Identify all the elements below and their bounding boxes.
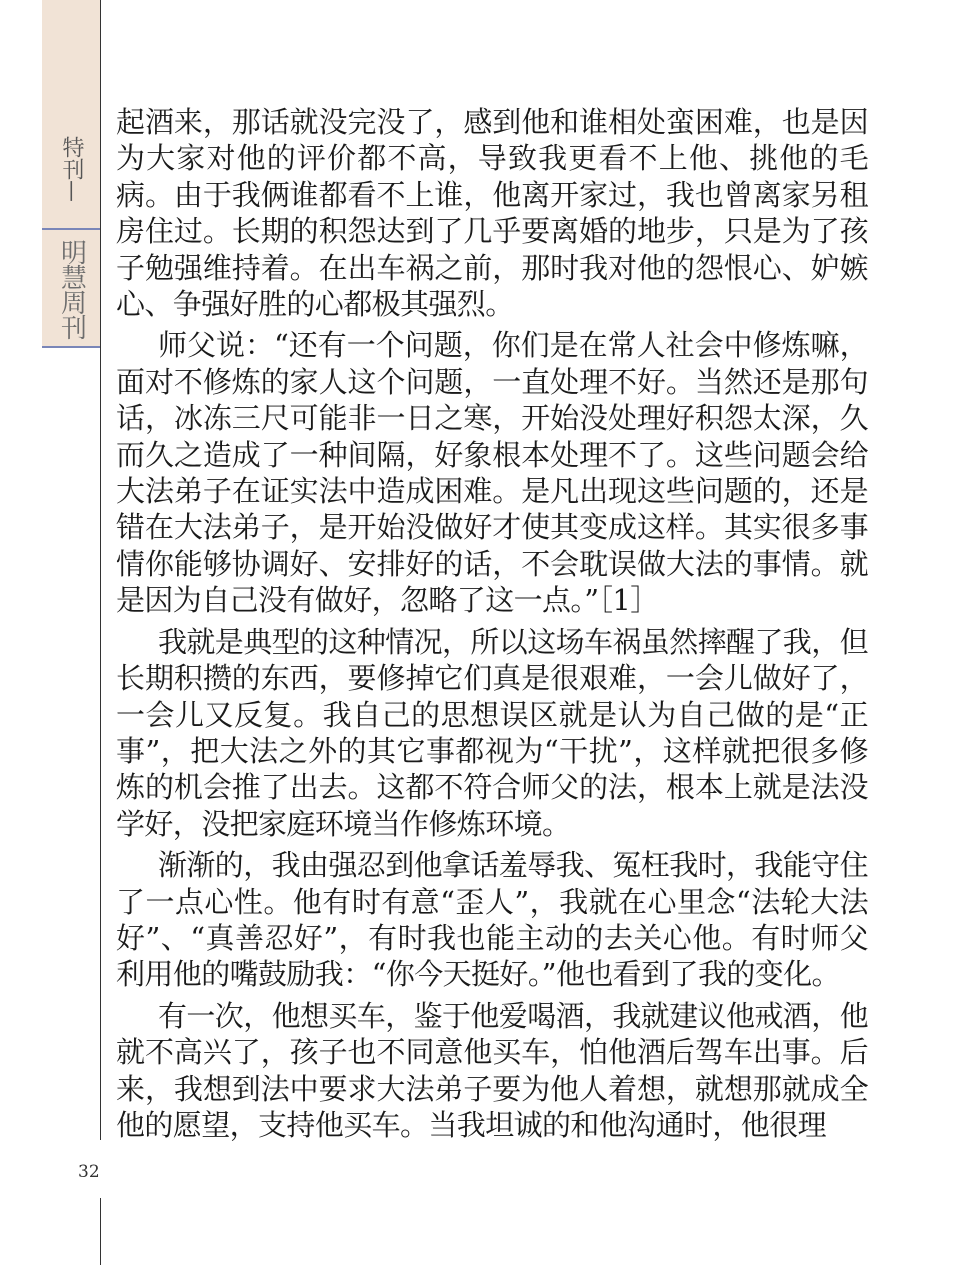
section-label: 特刊—	[59, 136, 84, 202]
margin-rule	[100, 0, 101, 1265]
paragraph-quote: 师父说：“还有一个问题，你们是在常人社会中修炼嘛，面对不修炼的家人这个问题，一直处理不好。当然还是那句话，冰冻三尺可能非一日之寒，开始没处理好积怨太深，久而久之造成了一种间隔，好象根本处理不了。这些问题会给大法弟子在证实法中造成困难。是凡出现这些问题的，还是错在大法弟子，是开始没做好才使其变成这样。其实很多事情你能够协调好、安排好的话，不会耽误做大法的事情。就是因为自己没有做好，忽略了这一点。”［1］	[116, 328, 868, 618]
paragraph: 渐渐的，我由强忍到他拿话羞辱我、冤枉我时，我能守住了一点心性。他有时有意“歪人”，我就在心里念“法轮大法好”、“真善忍好”，有时我也能主动的去关心他。有时师父利用他的嘴鼓励我：“你今天挺好。”他也看到了我的变化。	[116, 848, 869, 992]
paragraph-continued: 起酒来，那话就没完没了，感到他和谁相处蛮困难，也是因为大家对他的评价都不高，导致我更看不上他、挑他的毛病。由于我俩谁都看不上谁，他离开家过，我也曾离家另租房住过。长期的积怨达到了几乎要离婚的地步，只是为了孩子勉强维持着。在出车祸之前，那时我对他的怨恨心、妒嫉心、争强好胜的心都极其强烈。	[116, 105, 868, 322]
side-tab-divider	[42, 228, 100, 230]
paragraph: 我就是典型的这种情况，所以这场车祸虽然摔醒了我，但长期积攒的东西，要修掉它们真是很艰难，一会儿做好了，一会儿又反复。我自己的思想误区就是认为自己做的是“正事”，把大法之外的其它事都视为“干扰”，这样就把很多修炼的机会推了出去。这都不符合师父的法，根本上就是法没学好，没把家庭环境当作修炼环境。	[116, 624, 869, 841]
article-body	[116, 104, 868, 1148]
paragraph: 有一次，他想买车，鉴于他爱喝酒，我就建议他戒酒，他就不高兴了，孩子也不同意他买车，怕他酒后驾车出事。后来，我想到法中要求大法弟子要为他人着想，就想那就成全他的愿望，支持他买车。当我坦诚的和他沟通时，他很理	[116, 998, 869, 1142]
publication-label: 明慧周刊	[56, 239, 87, 339]
page-number: 32	[78, 1162, 100, 1182]
